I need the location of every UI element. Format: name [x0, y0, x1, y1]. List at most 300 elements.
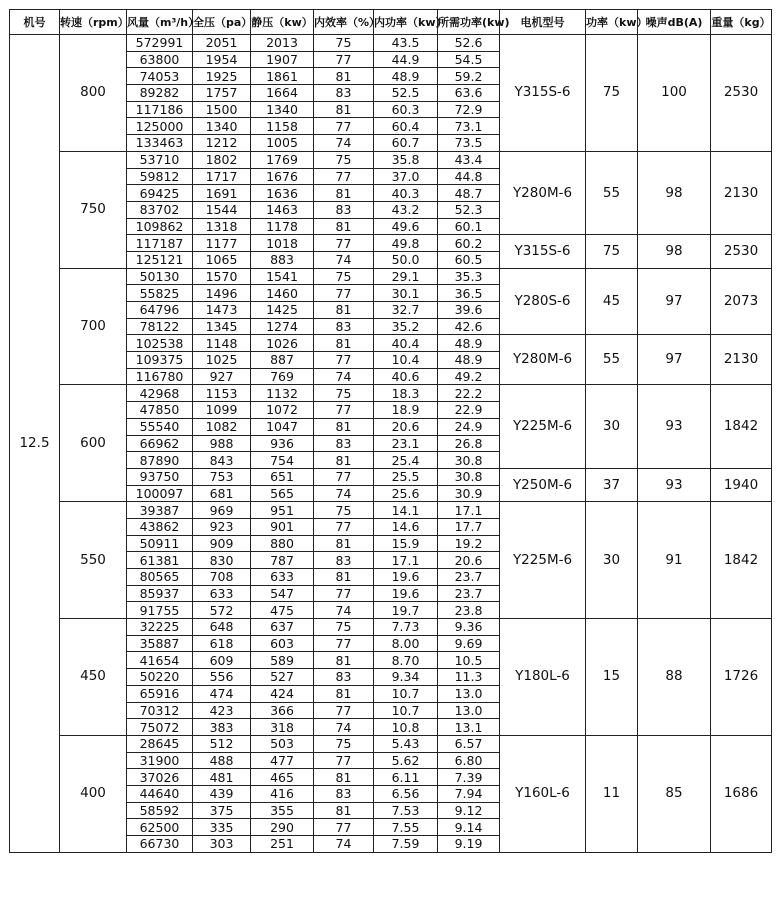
- airflow-cell: 65916: [127, 685, 193, 702]
- internal-power-cell: 25.5: [374, 468, 438, 485]
- total-pressure-cell: 2051: [193, 35, 251, 52]
- required-power-cell: 20.6: [438, 552, 500, 569]
- required-power-cell: 23.7: [438, 585, 500, 602]
- required-power-cell: 52.6: [438, 35, 500, 52]
- static-pressure-cell: 1636: [251, 185, 314, 202]
- airflow-cell: 42968: [127, 385, 193, 402]
- total-pressure-cell: 1473: [193, 302, 251, 319]
- fan-performance-table: [9, 9, 772, 853]
- machine-no-cell: 12.5: [10, 35, 60, 853]
- internal-power-cell: 18.9: [374, 402, 438, 419]
- internal-power-cell: 60.3: [374, 101, 438, 118]
- motor-model-cell: Y160L-6: [500, 735, 586, 852]
- internal-efficiency-cell: 74: [314, 368, 374, 385]
- motor-power-cell: 75: [586, 35, 638, 152]
- internal-power-cell: 60.7: [374, 135, 438, 152]
- required-power-cell: 23.8: [438, 602, 500, 619]
- total-pressure-cell: 1500: [193, 101, 251, 118]
- header-weight: 重量（kg）: [711, 10, 772, 35]
- required-power-cell: 59.2: [438, 68, 500, 85]
- airflow-cell: 102538: [127, 335, 193, 352]
- airflow-cell: 85937: [127, 585, 193, 602]
- internal-power-cell: 7.73: [374, 619, 438, 636]
- motor-power-cell: 45: [586, 268, 638, 335]
- airflow-cell: 109862: [127, 218, 193, 235]
- internal-power-cell: 49.8: [374, 235, 438, 252]
- internal-power-cell: 40.3: [374, 185, 438, 202]
- total-pressure-cell: 1717: [193, 168, 251, 185]
- total-pressure-cell: 648: [193, 619, 251, 636]
- airflow-cell: 39387: [127, 502, 193, 519]
- internal-efficiency-cell: 74: [314, 719, 374, 736]
- airflow-cell: 80565: [127, 569, 193, 586]
- internal-power-cell: 7.59: [374, 836, 438, 853]
- internal-power-cell: 6.56: [374, 785, 438, 802]
- internal-power-cell: 10.7: [374, 685, 438, 702]
- airflow-cell: 69425: [127, 185, 193, 202]
- required-power-cell: 48.9: [438, 335, 500, 352]
- internal-efficiency-cell: 74: [314, 836, 374, 853]
- internal-power-cell: 40.4: [374, 335, 438, 352]
- required-power-cell: 13.0: [438, 702, 500, 719]
- static-pressure-cell: 1274: [251, 318, 314, 335]
- airflow-cell: 83702: [127, 201, 193, 218]
- rpm-cell: 600: [60, 385, 127, 502]
- internal-efficiency-cell: 81: [314, 302, 374, 319]
- static-pressure-cell: 424: [251, 685, 314, 702]
- internal-efficiency-cell: 75: [314, 619, 374, 636]
- total-pressure-cell: 1153: [193, 385, 251, 402]
- header-machine-no: 机号: [10, 10, 60, 35]
- required-power-cell: 9.14: [438, 819, 500, 836]
- required-power-cell: 30.9: [438, 485, 500, 502]
- airflow-cell: 66730: [127, 836, 193, 853]
- total-pressure-cell: 923: [193, 518, 251, 535]
- noise-cell: 91: [638, 502, 711, 619]
- airflow-cell: 70312: [127, 702, 193, 719]
- total-pressure-cell: 481: [193, 769, 251, 786]
- required-power-cell: 72.9: [438, 101, 500, 118]
- internal-power-cell: 14.6: [374, 518, 438, 535]
- internal-power-cell: 35.8: [374, 151, 438, 168]
- airflow-cell: 125121: [127, 251, 193, 268]
- internal-power-cell: 19.6: [374, 585, 438, 602]
- internal-efficiency-cell: 81: [314, 569, 374, 586]
- internal-efficiency-cell: 81: [314, 68, 374, 85]
- internal-efficiency-cell: 81: [314, 535, 374, 552]
- motor-power-cell: 11: [586, 735, 638, 852]
- static-pressure-cell: 2013: [251, 35, 314, 52]
- static-pressure-cell: 787: [251, 552, 314, 569]
- airflow-cell: 35887: [127, 635, 193, 652]
- static-pressure-cell: 637: [251, 619, 314, 636]
- table-row: [10, 385, 772, 402]
- required-power-cell: 22.2: [438, 385, 500, 402]
- header-rpm: 转速（rpm）: [60, 10, 127, 35]
- internal-power-cell: 19.7: [374, 602, 438, 619]
- header-static-pressure: 静压（kw）: [251, 10, 314, 35]
- header-motor-model: 电机型号: [500, 10, 586, 35]
- internal-efficiency-cell: 75: [314, 735, 374, 752]
- total-pressure-cell: 556: [193, 669, 251, 686]
- static-pressure-cell: 1463: [251, 201, 314, 218]
- static-pressure-cell: 1541: [251, 268, 314, 285]
- airflow-cell: 31900: [127, 752, 193, 769]
- required-power-cell: 63.6: [438, 85, 500, 102]
- airflow-cell: 47850: [127, 402, 193, 419]
- total-pressure-cell: 708: [193, 569, 251, 586]
- internal-power-cell: 19.6: [374, 569, 438, 586]
- table-row: [10, 35, 772, 52]
- static-pressure-cell: 633: [251, 569, 314, 586]
- internal-efficiency-cell: 81: [314, 418, 374, 435]
- weight-cell: 2073: [711, 268, 772, 335]
- static-pressure-cell: 1460: [251, 285, 314, 302]
- internal-efficiency-cell: 74: [314, 602, 374, 619]
- rpm-cell: 450: [60, 619, 127, 736]
- static-pressure-cell: 901: [251, 518, 314, 535]
- total-pressure-cell: 375: [193, 802, 251, 819]
- weight-cell: 1940: [711, 468, 772, 501]
- total-pressure-cell: 1954: [193, 51, 251, 68]
- motor-model-cell: Y315S-6: [500, 35, 586, 152]
- required-power-cell: 48.9: [438, 352, 500, 369]
- static-pressure-cell: 251: [251, 836, 314, 853]
- noise-cell: 93: [638, 468, 711, 501]
- internal-efficiency-cell: 81: [314, 652, 374, 669]
- internal-power-cell: 25.6: [374, 485, 438, 502]
- rpm-cell: 750: [60, 151, 127, 268]
- airflow-cell: 75072: [127, 719, 193, 736]
- total-pressure-cell: 1340: [193, 118, 251, 135]
- table-row: [10, 735, 772, 752]
- internal-efficiency-cell: 83: [314, 552, 374, 569]
- header-total-pressure: 全压（pa）: [193, 10, 251, 35]
- static-pressure-cell: 589: [251, 652, 314, 669]
- airflow-cell: 93750: [127, 468, 193, 485]
- total-pressure-cell: 633: [193, 585, 251, 602]
- static-pressure-cell: 754: [251, 452, 314, 469]
- total-pressure-cell: 1082: [193, 418, 251, 435]
- motor-model-cell: Y250M-6: [500, 468, 586, 501]
- required-power-cell: 60.1: [438, 218, 500, 235]
- total-pressure-cell: 609: [193, 652, 251, 669]
- required-power-cell: 23.7: [438, 569, 500, 586]
- internal-efficiency-cell: 83: [314, 785, 374, 802]
- total-pressure-cell: 439: [193, 785, 251, 802]
- internal-power-cell: 8.70: [374, 652, 438, 669]
- total-pressure-cell: 1496: [193, 285, 251, 302]
- noise-cell: 98: [638, 151, 711, 234]
- internal-power-cell: 20.6: [374, 418, 438, 435]
- static-pressure-cell: 1907: [251, 51, 314, 68]
- motor-model-cell: Y280S-6: [500, 268, 586, 335]
- weight-cell: 1726: [711, 619, 772, 736]
- internal-power-cell: 10.4: [374, 352, 438, 369]
- weight-cell: 1686: [711, 735, 772, 852]
- internal-power-cell: 43.2: [374, 201, 438, 218]
- required-power-cell: 24.9: [438, 418, 500, 435]
- total-pressure-cell: 988: [193, 435, 251, 452]
- motor-power-cell: 37: [586, 468, 638, 501]
- table-row: [10, 268, 772, 285]
- total-pressure-cell: 335: [193, 819, 251, 836]
- internal-power-cell: 48.9: [374, 68, 438, 85]
- required-power-cell: 30.8: [438, 452, 500, 469]
- airflow-cell: 58592: [127, 802, 193, 819]
- table-body: [10, 35, 772, 853]
- required-power-cell: 9.19: [438, 836, 500, 853]
- internal-efficiency-cell: 77: [314, 468, 374, 485]
- static-pressure-cell: 1664: [251, 85, 314, 102]
- airflow-cell: 53710: [127, 151, 193, 168]
- noise-cell: 97: [638, 268, 711, 335]
- static-pressure-cell: 1769: [251, 151, 314, 168]
- internal-efficiency-cell: 83: [314, 318, 374, 335]
- required-power-cell: 39.6: [438, 302, 500, 319]
- internal-efficiency-cell: 74: [314, 251, 374, 268]
- airflow-cell: 74053: [127, 68, 193, 85]
- airflow-cell: 78122: [127, 318, 193, 335]
- airflow-cell: 133463: [127, 135, 193, 152]
- airflow-cell: 116780: [127, 368, 193, 385]
- static-pressure-cell: 366: [251, 702, 314, 719]
- static-pressure-cell: 936: [251, 435, 314, 452]
- internal-power-cell: 60.4: [374, 118, 438, 135]
- total-pressure-cell: 1099: [193, 402, 251, 419]
- noise-cell: 85: [638, 735, 711, 852]
- internal-efficiency-cell: 83: [314, 201, 374, 218]
- airflow-cell: 125000: [127, 118, 193, 135]
- internal-power-cell: 50.0: [374, 251, 438, 268]
- airflow-cell: 64796: [127, 302, 193, 319]
- internal-power-cell: 9.34: [374, 669, 438, 686]
- motor-model-cell: Y180L-6: [500, 619, 586, 736]
- static-pressure-cell: 290: [251, 819, 314, 836]
- motor-power-cell: 30: [586, 502, 638, 619]
- static-pressure-cell: 1072: [251, 402, 314, 419]
- internal-power-cell: 17.1: [374, 552, 438, 569]
- internal-efficiency-cell: 75: [314, 268, 374, 285]
- required-power-cell: 7.39: [438, 769, 500, 786]
- total-pressure-cell: 1212: [193, 135, 251, 152]
- total-pressure-cell: 1318: [193, 218, 251, 235]
- total-pressure-cell: 753: [193, 468, 251, 485]
- required-power-cell: 43.4: [438, 151, 500, 168]
- internal-power-cell: 40.6: [374, 368, 438, 385]
- rpm-cell: 800: [60, 35, 127, 152]
- airflow-cell: 59812: [127, 168, 193, 185]
- static-pressure-cell: 1178: [251, 218, 314, 235]
- total-pressure-cell: 512: [193, 735, 251, 752]
- weight-cell: 2530: [711, 235, 772, 268]
- internal-power-cell: 10.8: [374, 719, 438, 736]
- total-pressure-cell: 423: [193, 702, 251, 719]
- motor-model-cell: Y280M-6: [500, 335, 586, 385]
- airflow-cell: 28645: [127, 735, 193, 752]
- internal-efficiency-cell: 77: [314, 402, 374, 419]
- total-pressure-cell: 681: [193, 485, 251, 502]
- internal-power-cell: 5.62: [374, 752, 438, 769]
- required-power-cell: 26.8: [438, 435, 500, 452]
- rpm-cell: 700: [60, 268, 127, 385]
- internal-efficiency-cell: 81: [314, 685, 374, 702]
- static-pressure-cell: 1005: [251, 135, 314, 152]
- static-pressure-cell: 565: [251, 485, 314, 502]
- internal-power-cell: 49.6: [374, 218, 438, 235]
- static-pressure-cell: 355: [251, 802, 314, 819]
- total-pressure-cell: 1345: [193, 318, 251, 335]
- internal-efficiency-cell: 74: [314, 485, 374, 502]
- motor-power-cell: 15: [586, 619, 638, 736]
- internal-power-cell: 18.3: [374, 385, 438, 402]
- airflow-cell: 50220: [127, 669, 193, 686]
- motor-power-cell: 75: [586, 235, 638, 268]
- motor-power-cell: 30: [586, 385, 638, 468]
- internal-efficiency-cell: 77: [314, 118, 374, 135]
- header-row: [10, 10, 772, 35]
- internal-power-cell: 23.1: [374, 435, 438, 452]
- required-power-cell: 6.80: [438, 752, 500, 769]
- internal-efficiency-cell: 75: [314, 151, 374, 168]
- internal-power-cell: 10.7: [374, 702, 438, 719]
- airflow-cell: 63800: [127, 51, 193, 68]
- internal-power-cell: 35.2: [374, 318, 438, 335]
- motor-model-cell: Y280M-6: [500, 151, 586, 234]
- internal-power-cell: 25.4: [374, 452, 438, 469]
- static-pressure-cell: 527: [251, 669, 314, 686]
- internal-efficiency-cell: 81: [314, 185, 374, 202]
- table-row: [10, 151, 772, 168]
- table-row: [10, 619, 772, 636]
- internal-efficiency-cell: 83: [314, 435, 374, 452]
- internal-efficiency-cell: 81: [314, 452, 374, 469]
- required-power-cell: 60.5: [438, 251, 500, 268]
- static-pressure-cell: 1026: [251, 335, 314, 352]
- internal-efficiency-cell: 75: [314, 385, 374, 402]
- required-power-cell: 52.3: [438, 201, 500, 218]
- total-pressure-cell: 303: [193, 836, 251, 853]
- motor-model-cell: Y225M-6: [500, 502, 586, 619]
- airflow-cell: 43862: [127, 518, 193, 535]
- static-pressure-cell: 769: [251, 368, 314, 385]
- weight-cell: 2130: [711, 335, 772, 385]
- static-pressure-cell: 475: [251, 602, 314, 619]
- noise-cell: 97: [638, 335, 711, 385]
- required-power-cell: 17.1: [438, 502, 500, 519]
- airflow-cell: 100097: [127, 485, 193, 502]
- required-power-cell: 54.5: [438, 51, 500, 68]
- required-power-cell: 73.1: [438, 118, 500, 135]
- internal-efficiency-cell: 77: [314, 518, 374, 535]
- internal-efficiency-cell: 77: [314, 819, 374, 836]
- static-pressure-cell: 1018: [251, 235, 314, 252]
- airflow-cell: 87890: [127, 452, 193, 469]
- internal-efficiency-cell: 77: [314, 285, 374, 302]
- internal-power-cell: 32.7: [374, 302, 438, 319]
- internal-power-cell: 52.5: [374, 85, 438, 102]
- weight-cell: 2530: [711, 35, 772, 152]
- internal-efficiency-cell: 75: [314, 35, 374, 52]
- total-pressure-cell: 572: [193, 602, 251, 619]
- internal-efficiency-cell: 77: [314, 51, 374, 68]
- motor-model-cell: Y315S-6: [500, 235, 586, 268]
- header-airflow: 风量（m³/h）: [127, 10, 193, 35]
- internal-power-cell: 7.53: [374, 802, 438, 819]
- header-noise: 噪声dB(A): [638, 10, 711, 35]
- total-pressure-cell: 1757: [193, 85, 251, 102]
- airflow-cell: 109375: [127, 352, 193, 369]
- static-pressure-cell: 318: [251, 719, 314, 736]
- total-pressure-cell: 1570: [193, 268, 251, 285]
- static-pressure-cell: 883: [251, 251, 314, 268]
- internal-power-cell: 14.1: [374, 502, 438, 519]
- internal-efficiency-cell: 83: [314, 669, 374, 686]
- required-power-cell: 49.2: [438, 368, 500, 385]
- airflow-cell: 89282: [127, 85, 193, 102]
- total-pressure-cell: 843: [193, 452, 251, 469]
- required-power-cell: 60.2: [438, 235, 500, 252]
- total-pressure-cell: 383: [193, 719, 251, 736]
- internal-efficiency-cell: 83: [314, 85, 374, 102]
- internal-efficiency-cell: 81: [314, 218, 374, 235]
- airflow-cell: 572991: [127, 35, 193, 52]
- airflow-cell: 44640: [127, 785, 193, 802]
- static-pressure-cell: 503: [251, 735, 314, 752]
- rpm-cell: 400: [60, 735, 127, 852]
- required-power-cell: 9.36: [438, 619, 500, 636]
- airflow-cell: 61381: [127, 552, 193, 569]
- required-power-cell: 13.1: [438, 719, 500, 736]
- static-pressure-cell: 1676: [251, 168, 314, 185]
- motor-power-cell: 55: [586, 335, 638, 385]
- motor-model-cell: Y225M-6: [500, 385, 586, 468]
- static-pressure-cell: 547: [251, 585, 314, 602]
- internal-efficiency-cell: 77: [314, 235, 374, 252]
- required-power-cell: 73.5: [438, 135, 500, 152]
- static-pressure-cell: 603: [251, 635, 314, 652]
- required-power-cell: 9.12: [438, 802, 500, 819]
- required-power-cell: 17.7: [438, 518, 500, 535]
- static-pressure-cell: 416: [251, 785, 314, 802]
- static-pressure-cell: 951: [251, 502, 314, 519]
- header-motor-power: 功率（kw）: [586, 10, 638, 35]
- internal-efficiency-cell: 77: [314, 352, 374, 369]
- airflow-cell: 62500: [127, 819, 193, 836]
- airflow-cell: 55825: [127, 285, 193, 302]
- internal-efficiency-cell: 81: [314, 101, 374, 118]
- internal-power-cell: 37.0: [374, 168, 438, 185]
- airflow-cell: 91755: [127, 602, 193, 619]
- internal-efficiency-cell: 77: [314, 635, 374, 652]
- internal-power-cell: 15.9: [374, 535, 438, 552]
- internal-power-cell: 29.1: [374, 268, 438, 285]
- airflow-cell: 50911: [127, 535, 193, 552]
- total-pressure-cell: 927: [193, 368, 251, 385]
- weight-cell: 1842: [711, 502, 772, 619]
- static-pressure-cell: 1861: [251, 68, 314, 85]
- internal-efficiency-cell: 77: [314, 585, 374, 602]
- weight-cell: 2130: [711, 151, 772, 234]
- internal-power-cell: 6.11: [374, 769, 438, 786]
- total-pressure-cell: 1691: [193, 185, 251, 202]
- required-power-cell: 11.3: [438, 669, 500, 686]
- noise-cell: 98: [638, 235, 711, 268]
- airflow-cell: 117186: [127, 101, 193, 118]
- total-pressure-cell: 474: [193, 685, 251, 702]
- motor-power-cell: 55: [586, 151, 638, 234]
- internal-efficiency-cell: 81: [314, 769, 374, 786]
